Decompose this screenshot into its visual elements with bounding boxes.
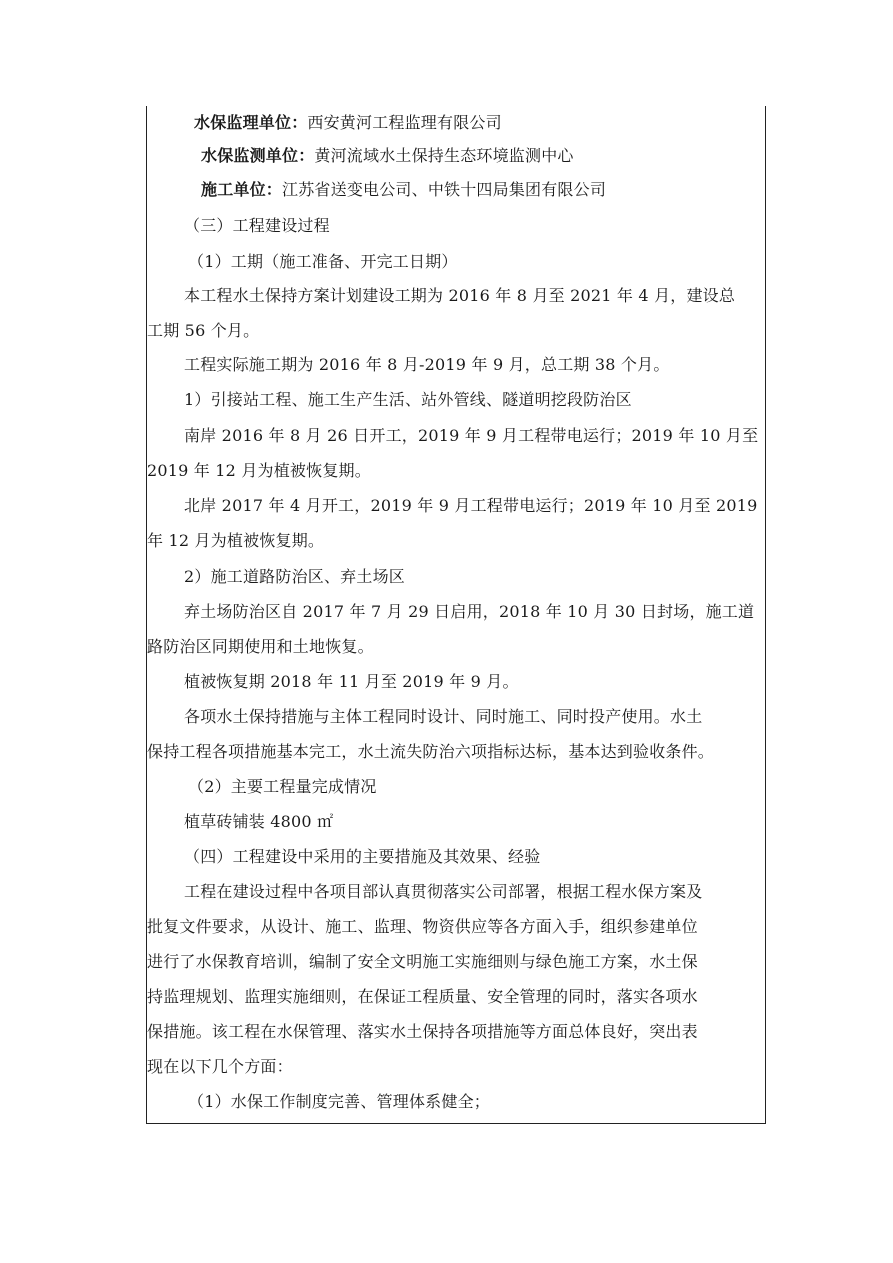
construction-unit-label: 施工单位： xyxy=(201,180,283,199)
monitoring-unit-value: 黄河流域水土保持生态环境监测中心 xyxy=(314,146,574,165)
spoil-area-line-1: 弃土场防治区自 2017 年 7 月 29 日启用，2018 年 10 月 30 日封场，施工道 xyxy=(184,602,755,621)
supervision-unit-label: 水保监理单位： xyxy=(194,113,308,132)
section4-para-line-4: 持监理规划、监理实施细则，在保证工程质量、安全管理的同时，落实各项水 xyxy=(147,987,698,1006)
monitoring-unit-line xyxy=(201,146,574,166)
section3-heading: （三）工程建设过程 xyxy=(184,216,330,235)
section4-para-line-1: 工程在建设过程中各项目部认真贯彻落实公司部署，根据工程水保方案及 xyxy=(184,882,703,901)
item2-heading: 2）施工道路防治区、弃土场区 xyxy=(184,567,405,586)
quantity-line: 植草砖铺装 4800 ㎡ xyxy=(184,812,334,831)
south-bank-line-1: 南岸 2016 年 8 月 26 日开工，2019 年 9 月工程带电运行；2019 年 10 月至 xyxy=(184,426,759,445)
section4-para-line-6: 现在以下几个方面： xyxy=(147,1057,293,1076)
construction-unit-line xyxy=(201,180,606,200)
south-bank-line-2: 2019 年 12 月为植被恢复期。 xyxy=(147,461,371,480)
supervision-unit-line xyxy=(194,113,502,133)
quantity-subheading: （2）主要工程量完成情况 xyxy=(188,777,377,796)
planned-schedule-line-2: 工期 56 个月。 xyxy=(147,321,260,340)
measures-line-2: 保持工程各项措施基本完工，水土流失防治六项指标达标，基本达到验收条件。 xyxy=(147,742,715,761)
planned-schedule-line-1: 本工程水土保持方案计划建设工期为 2016 年 8 月至 2021 年 4 月，建设总 xyxy=(184,286,736,305)
north-bank-line-2: 年 12 月为植被恢复期。 xyxy=(147,531,325,550)
item1-heading: 1）引接站工程、施工生产生活、站外管线、隧道明挖段防治区 xyxy=(184,390,632,409)
vegetation-recovery-line: 植被恢复期 2018 年 11 月至 2019 年 9 月。 xyxy=(184,672,519,691)
spoil-area-line-2: 路防治区同期使用和土地恢复。 xyxy=(147,637,374,656)
point1-line: （1）水保工作制度完善、管理体系健全； xyxy=(188,1092,490,1111)
actual-schedule-line: 工程实际施工期为 2016 年 8 月-2019 年 9 月，总工期 38 个月。 xyxy=(184,355,670,374)
section4-para-line-5: 保措施。该工程在水保管理、落实水土保持各项措施等方面总体良好，突出表 xyxy=(147,1022,698,1041)
north-bank-line-1: 北岸 2017 年 4 月开工，2019 年 9 月工程带电运行；2019 年 10 月至 2019 xyxy=(184,496,758,515)
measures-line-1: 各项水土保持措施与主体工程同时设计、同时施工、同时投产使用。水土 xyxy=(184,707,703,726)
section4-para-line-3: 进行了水保教育培训，编制了安全文明施工实施细则与绿色施工方案，水土保 xyxy=(147,952,698,971)
section4-heading: （四）工程建设中采用的主要措施及其效果、经验 xyxy=(184,847,541,866)
schedule-subheading: （1）工期（施工准备、开完工日期） xyxy=(188,252,458,271)
section4-para-line-2: 批复文件要求，从设计、施工、监理、物资供应等各方面入手，组织参建单位 xyxy=(147,917,698,936)
monitoring-unit-label: 水保监测单位： xyxy=(201,146,315,165)
construction-unit-value: 江苏省送变电公司、中铁十四局集团有限公司 xyxy=(282,180,607,199)
supervision-unit-value: 西安黄河工程监理有限公司 xyxy=(307,113,502,132)
